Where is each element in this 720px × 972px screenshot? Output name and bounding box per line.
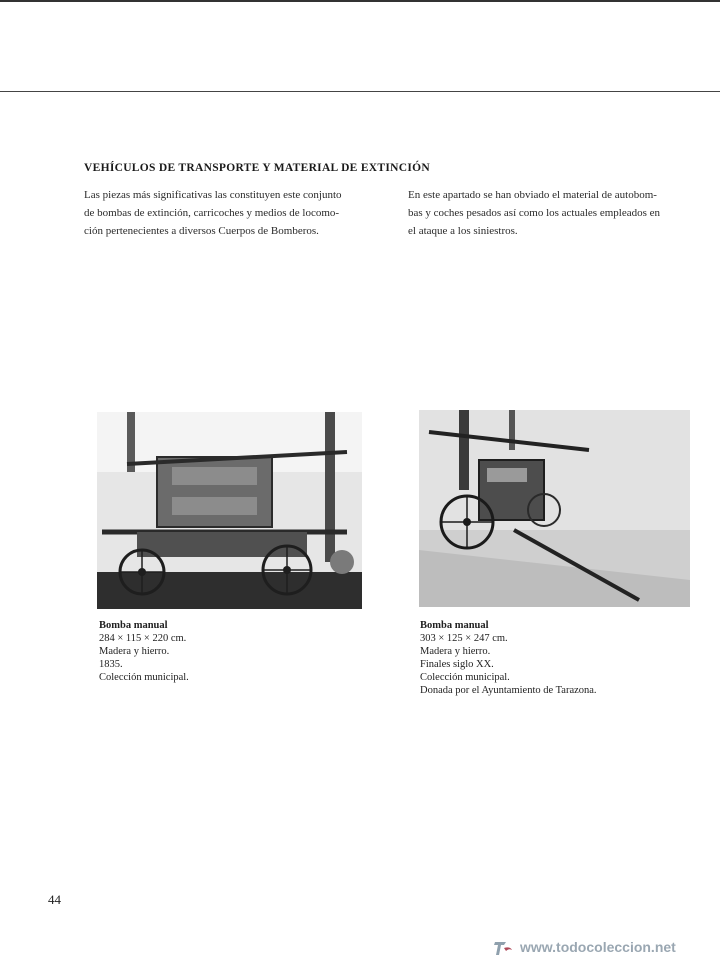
caption-collection: Colección municipal.	[99, 672, 189, 683]
intro-right	[408, 186, 704, 240]
intro-left	[84, 186, 384, 240]
watermark-text: www.todocoleccion.net	[520, 939, 676, 955]
intro-left-line: de bombas de extinción, carricoches y medios de locomo-	[84, 207, 340, 219]
intro-right-line: el ataque a los siniestros.	[408, 225, 518, 237]
todocoleccion-logo-icon	[492, 936, 514, 958]
watermark	[492, 936, 676, 958]
photo-hand-pump-1835	[97, 412, 362, 609]
header-rule	[0, 91, 720, 92]
caption-date: Finales siglo XX.	[420, 659, 494, 670]
caption-collection: Colección municipal.	[420, 672, 510, 683]
caption-title: Bomba manual	[420, 620, 489, 631]
intro-left-line: Las piezas más significativas las constituyen este conjunto	[84, 189, 342, 201]
caption-donation: Donada por el Ayuntamiento de Tarazona.	[420, 685, 597, 696]
top-border	[0, 0, 720, 2]
caption-date: 1835.	[99, 659, 123, 670]
caption-material: Madera y hierro.	[420, 646, 491, 657]
intro-right-line: bas y coches pesados así como los actuales empleados en	[408, 207, 661, 219]
caption-dimensions: 284 × 115 × 220 cm.	[99, 633, 187, 644]
caption-title: Bomba manual	[99, 620, 168, 631]
caption-item-2	[420, 619, 597, 697]
intro-left-line: ción pertenecientes a diversos Cuerpos de Bomberos.	[84, 225, 319, 237]
caption-material: Madera y hierro.	[99, 646, 170, 657]
page-number: 44	[48, 892, 61, 907]
caption-item-1	[99, 619, 189, 684]
section-title: VEHÍCULOS DE TRANSPORTE Y MATERIAL DE EXTINCIÓN	[84, 162, 430, 174]
photo-hand-pump-late	[419, 410, 690, 607]
intro-right-line: En este apartado se han obviado el material de autobom-	[408, 189, 657, 201]
caption-dimensions: 303 × 125 × 247 cm.	[420, 633, 508, 644]
